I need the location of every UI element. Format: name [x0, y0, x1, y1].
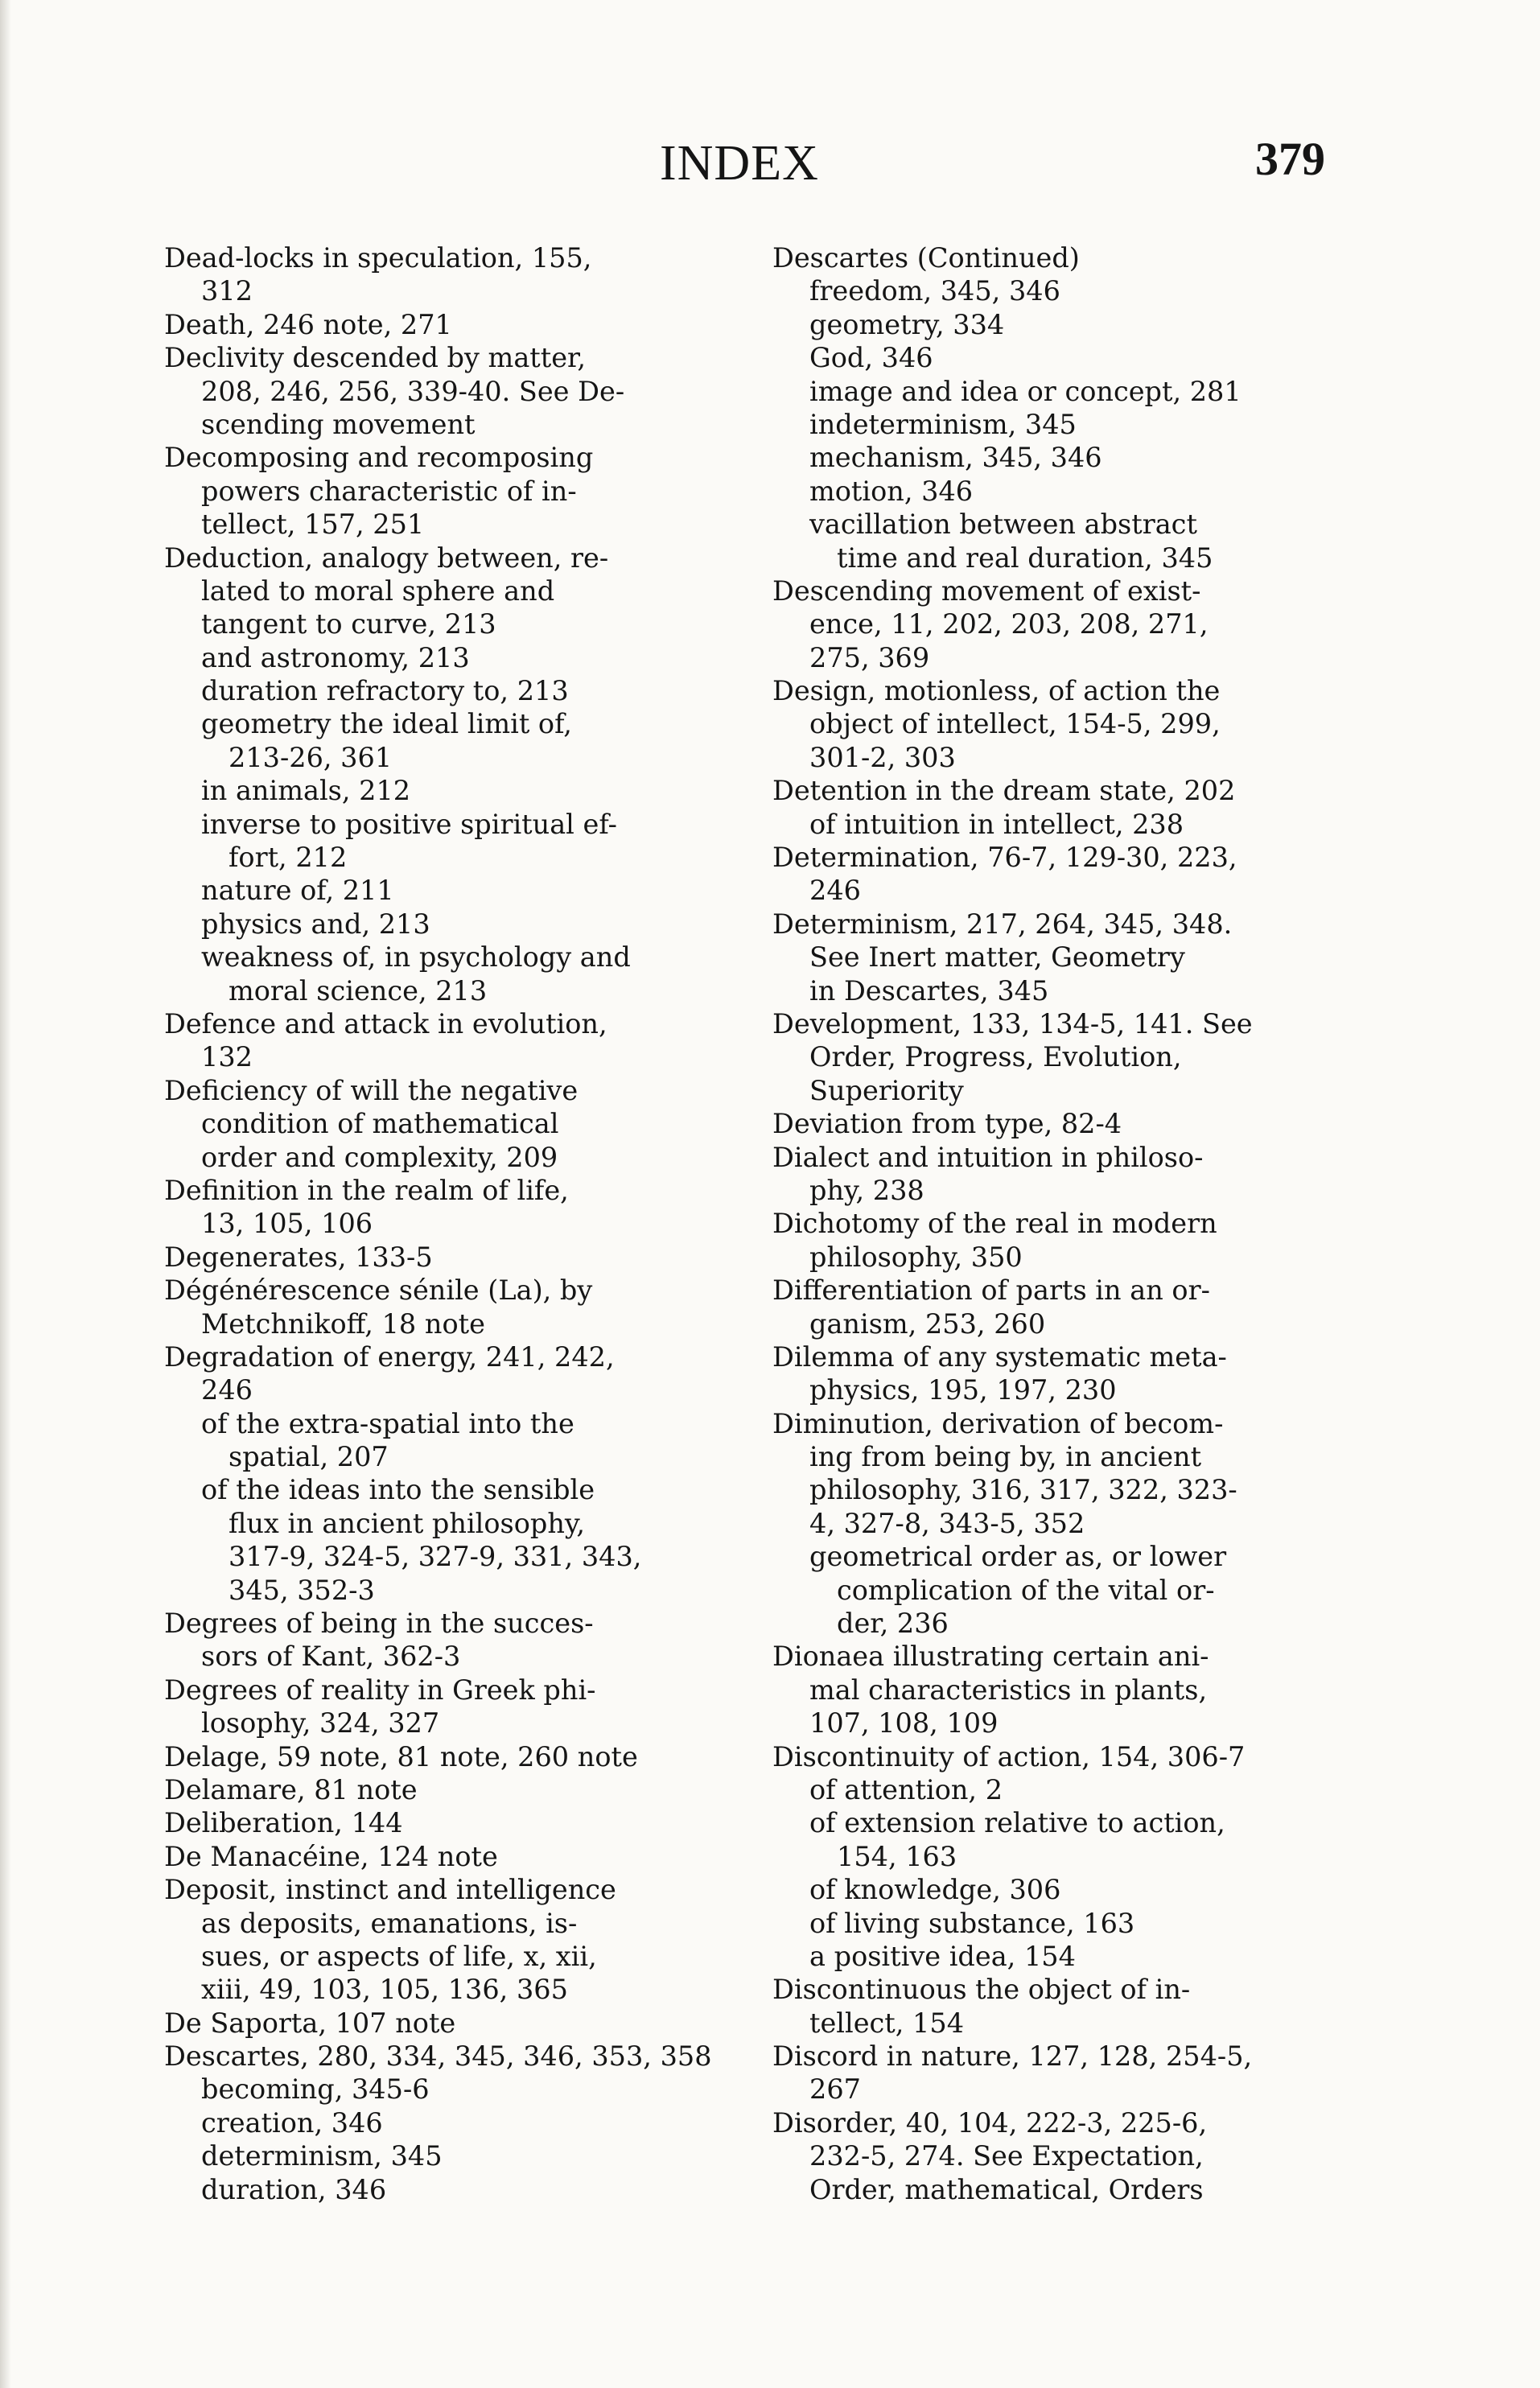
index-entry-line: object of intellect, 154-5, 299, — [809, 708, 1221, 740]
index-entry-heading: Dichotomy of the real in modern — [772, 1208, 1217, 1240]
index-entry-heading: Differentiation of parts in an or- — [772, 1274, 1210, 1307]
index-entry-line: condition of mathematical — [201, 1108, 559, 1140]
index-entry-line: of living substance, 163 — [809, 1907, 1135, 1939]
index-entry-line: geometrical order as, or lower — [809, 1541, 1227, 1573]
index-entry-line: phy, 238 — [809, 1174, 924, 1206]
index-entry-heading: Dégénérescence sénile (La), by — [164, 1274, 593, 1307]
index-entry-heading: Discontinuity of action, 154, 306-7 — [772, 1740, 1246, 1772]
index-entry-line: physics and, 213 — [201, 908, 430, 940]
index-entry-heading: Deduction, analogy between, re- — [164, 541, 609, 574]
index-entry-heading: Discontinuous the object of in- — [772, 1974, 1191, 2006]
index-entry-heading: Degrees of being in the succes- — [164, 1608, 594, 1640]
index-entry-line: physics, 195, 197, 230 — [809, 1374, 1117, 1406]
index-entry-line: 232-5, 274. See Expectation, — [809, 2140, 1204, 2172]
index-entry-line: a positive idea, 154 — [809, 1940, 1076, 1972]
index-entry-heading: De Saporta, 107 note — [164, 2007, 456, 2039]
index-entry-line: 13, 105, 106 — [201, 1208, 373, 1240]
index-entry-heading: Dialect and intuition in philoso- — [772, 1141, 1204, 1173]
index-entry-line: freedom, 345, 346 — [809, 275, 1060, 307]
index-entry-heading: Design, motionless, of action the — [772, 675, 1221, 707]
index-entry-line: 107, 108, 109 — [809, 1707, 999, 1740]
index-entry-line: inverse to positive spiritual ef- — [201, 808, 617, 840]
index-entry-line: 154, 163 — [837, 1840, 957, 1872]
index-entry-line: motion, 346 — [809, 475, 974, 507]
index-entry-line: 312 — [201, 275, 253, 307]
index-entry-heading: Deposit, instinct and intelligence — [164, 1874, 616, 1906]
index-entry-line: determinism, 345 — [201, 2140, 443, 2172]
index-entry-line: of the extra-spatial into the — [201, 1407, 574, 1439]
index-entry-heading: Dionaea illustrating certain ani- — [772, 1641, 1209, 1673]
page-number: 379 — [1255, 133, 1325, 185]
index-entry-line: 275, 369 — [809, 641, 930, 673]
index-entry-line: time and real duration, 345 — [837, 541, 1213, 574]
index-entry-heading: Dead-locks in speculation, 155, — [164, 242, 592, 274]
index-entry-line: of knowledge, 306 — [809, 1874, 1061, 1906]
index-entry-heading: Decomposing and recomposing — [164, 442, 594, 474]
index-column-right — [772, 241, 1384, 2206]
index-entry-line: of the ideas into the sensible — [201, 1474, 595, 1506]
index-entry-heading: Degradation of energy, 241, 242, — [164, 1340, 615, 1373]
index-entry-line: 317-9, 324-5, 327-9, 331, 343, — [229, 1541, 642, 1573]
index-entry-line: tellect, 154 — [809, 2007, 965, 2039]
index-entry-line: indeterminism, 345 — [809, 408, 1077, 440]
index-entry-line: duration, 346 — [201, 2173, 387, 2205]
index-entry-heading: Delamare, 81 note — [164, 1773, 418, 1805]
index-entry-line: in Descartes, 345 — [809, 974, 1049, 1007]
index-entry-heading: Degenerates, 133-5 — [164, 1241, 433, 1273]
index-entry-line: 246 — [201, 1374, 253, 1406]
index-entry-line: philosophy, 316, 317, 322, 323- — [809, 1474, 1237, 1506]
index-entry-line: 301-2, 303 — [809, 741, 956, 773]
index-entry-line: losophy, 324, 327 — [201, 1707, 440, 1740]
index-entry-line: as deposits, emanations, is- — [201, 1907, 578, 1939]
index-entry-line: mal characteristics in plants, — [809, 1674, 1208, 1706]
index-entry-line: powers characteristic of in- — [201, 475, 577, 507]
running-head-title: INDEX — [660, 136, 819, 191]
index-entry-heading: Degrees of reality in Greek phi- — [164, 1674, 596, 1706]
index-entry-line: scending movement — [201, 408, 476, 440]
index-entry-line: ing from being by, in ancient — [809, 1441, 1202, 1473]
index-entry-line: and astronomy, 213 — [201, 641, 470, 673]
index-entry-line: becoming, 345-6 — [201, 2073, 430, 2106]
index-entry-heading: Discord in nature, 127, 128, 254-5, — [772, 2040, 1253, 2073]
index-entry-heading: Descartes (Continued) — [772, 242, 1080, 274]
index-entry-line: flux in ancient philosophy, — [229, 1507, 586, 1539]
index-entry-line: sues, or aspects of life, x, xii, — [201, 1940, 597, 1972]
index-entry-line: geometry, 334 — [809, 308, 1005, 340]
index-entry-line: order and complexity, 209 — [201, 1141, 558, 1173]
index-entry-line: moral science, 213 — [229, 974, 488, 1007]
index-entry-heading: Detention in the dream state, 202 — [772, 775, 1236, 807]
index-entry-heading: Declivity descended by matter, — [164, 342, 587, 374]
index-entry-line: Metchnikoff, 18 note — [201, 1307, 485, 1340]
index-entry-line: 246 — [809, 875, 861, 907]
index-entry-heading: Determination, 76-7, 129-30, 223, — [772, 842, 1237, 874]
index-entry-heading: Descending movement of exist- — [772, 574, 1201, 607]
index-entry-line: tangent to curve, 213 — [201, 608, 496, 640]
index-entry-heading: Development, 133, 134-5, 141. See — [772, 1007, 1253, 1040]
index-entry-heading: Dilemma of any systematic meta- — [772, 1340, 1227, 1373]
index-column-left — [164, 241, 760, 2206]
index-entry-line: creation, 346 — [201, 2106, 383, 2139]
index-entry-line: sors of Kant, 362-3 — [201, 1641, 461, 1673]
index-entry-line: 4, 327-8, 343-5, 352 — [809, 1507, 1085, 1539]
index-entry-line: tellect, 157, 251 — [201, 508, 425, 541]
index-entry-heading: Determinism, 217, 264, 345, 348. — [772, 908, 1233, 940]
index-entry-heading: Delage, 59 note, 81 note, 260 note — [164, 1740, 638, 1772]
index-entry-line: See Inert matter, Geometry — [809, 941, 1185, 974]
index-entry-heading: Deviation from type, 82-4 — [772, 1108, 1122, 1140]
index-entry-line: mechanism, 345, 346 — [809, 442, 1102, 474]
index-entry-line: ence, 11, 202, 203, 208, 271, — [809, 608, 1209, 640]
index-entry-line: vacillation between abstract — [809, 508, 1197, 541]
index-entry-heading: Defence and attack in evolution, — [164, 1007, 607, 1040]
index-entry-line: 213-26, 361 — [229, 741, 393, 773]
index-entry-heading: Diminution, derivation of becom- — [772, 1407, 1224, 1439]
index-entry-heading: Descartes, 280, 334, 345, 346, 353, 358 — [164, 2040, 712, 2073]
index-entry-line: 345, 352-3 — [229, 1574, 375, 1606]
index-entry-line: Superiority — [809, 1074, 964, 1106]
index-entry-line: xiii, 49, 103, 105, 136, 365 — [201, 1974, 568, 2006]
index-entry-line: duration refractory to, 213 — [201, 675, 569, 707]
index-entry-line: Order, Progress, Evolution, — [809, 1041, 1182, 1073]
page-edge-shadow — [0, 0, 11, 2388]
index-entry-line: fort, 212 — [229, 842, 348, 874]
index-entry-heading: Deliberation, 144 — [164, 1807, 403, 1839]
index-entry-line: of attention, 2 — [809, 1773, 1003, 1805]
index-entry-heading: Disorder, 40, 104, 222-3, 225-6, — [772, 2106, 1208, 2139]
index-entry-heading: Death, 246 note, 271 — [164, 308, 452, 340]
index-entry-line: God, 346 — [809, 342, 933, 374]
index-entry-line: 208, 246, 256, 339-40. See De- — [201, 375, 625, 407]
index-entry-line: ganism, 253, 260 — [809, 1307, 1046, 1340]
index-entry-line: weakness of, in psychology and — [201, 941, 631, 974]
index-entry-line: in animals, 212 — [201, 775, 411, 807]
index-entry-heading: Deficiency of will the negative — [164, 1074, 579, 1106]
index-entry-line: lated to moral sphere and — [201, 574, 555, 607]
index-entry-line: of extension relative to action, — [809, 1807, 1225, 1839]
index-entry-heading: Definition in the realm of life, — [164, 1174, 569, 1206]
index-entry-line: der, 236 — [837, 1608, 949, 1640]
index-entry-line: 267 — [809, 2073, 861, 2106]
index-entry-line: image and idea or concept, 281 — [809, 375, 1241, 407]
index-entry-line: Order, mathematical, Orders — [809, 2173, 1204, 2205]
index-entry-line: of intuition in intellect, 238 — [809, 808, 1184, 840]
index-entry-line: geometry the ideal limit of, — [201, 708, 572, 740]
index-entry-line: spatial, 207 — [229, 1441, 389, 1473]
index-entry-line: complication of the vital or- — [837, 1574, 1215, 1606]
index-entry-line: 132 — [201, 1041, 253, 1073]
index-entry-line: nature of, 211 — [201, 875, 394, 907]
index-entry-line: philosophy, 350 — [809, 1241, 1023, 1273]
index-entry-heading: De Manacéine, 124 note — [164, 1840, 498, 1872]
